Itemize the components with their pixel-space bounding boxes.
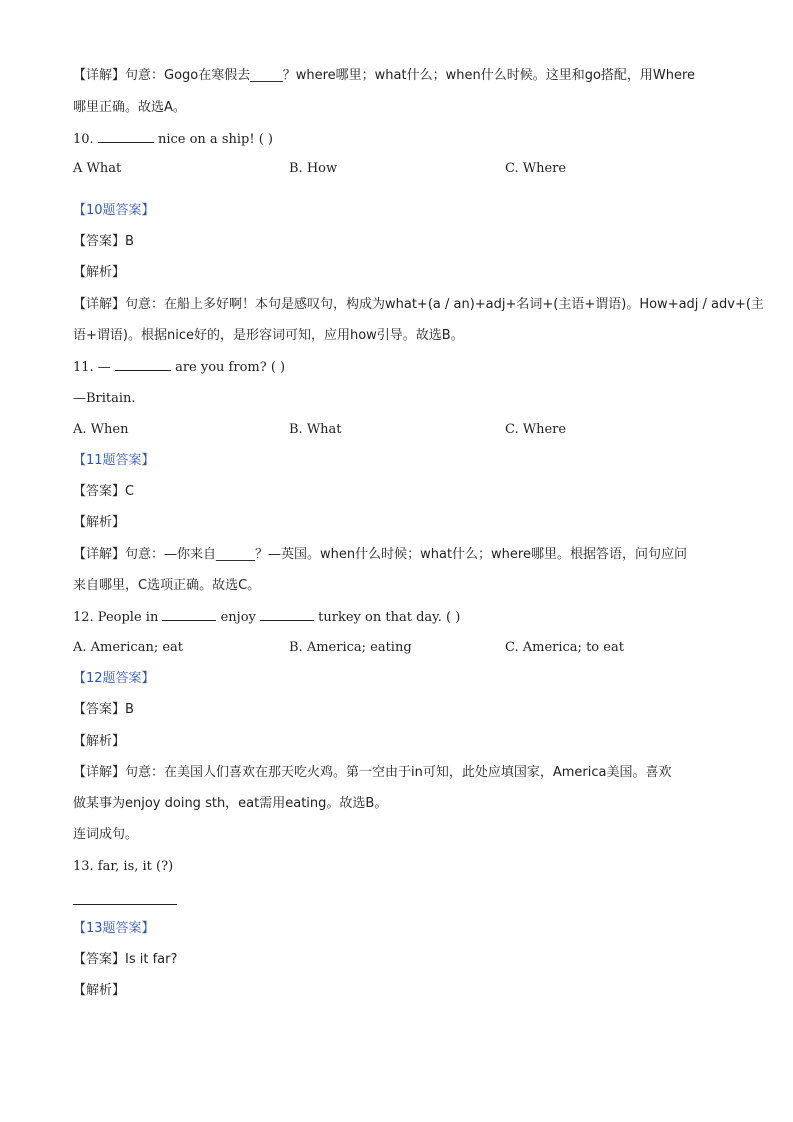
q12-blank-2 — [260, 608, 314, 621]
q11-analysis-label: 【解析】 — [73, 515, 126, 530]
q11-answer-header: 【11题答案】 — [73, 453, 155, 468]
q11-answer: 【答案】C — [73, 484, 135, 499]
q11-blank — [115, 358, 171, 371]
q10-stem-text: nice on a ship! ( ) — [157, 132, 273, 147]
q9-detail-line1: 【详解】句意：Gogo在寒假去_____？where哪里；what什么；when什么时候。这里和go搭配，用Where — [73, 68, 696, 83]
q13-answer: 【答案】Is it far? — [73, 952, 178, 967]
q11-stem — [73, 358, 285, 377]
q11-stem-text: are you from? ( ) — [175, 360, 286, 375]
q12-blank-1 — [162, 608, 216, 621]
q11-option-c: C. Where — [505, 422, 567, 437]
q10-stem — [73, 130, 273, 149]
q12-number: 12. People in — [73, 610, 159, 625]
q11-option-a: A. When — [73, 422, 129, 437]
q11-detail-line1: 【详解】句意：—你来自______？—英国。when什么时候；what什么；where哪里。根据答语，问句应问 — [73, 547, 687, 562]
q10-answer-header: 【10题答案】 — [73, 203, 155, 218]
q10-detail-line2: 语+谓语)。根据nice好的，是形容词可知，应用how引导。故选B。 — [73, 328, 464, 343]
q10-analysis-label: 【解析】 — [73, 265, 126, 280]
q11-number: 11. — — [73, 360, 111, 375]
q12-mid: enjoy — [220, 610, 256, 625]
q10-number: 10. — [73, 132, 94, 147]
q12-answer-header: 【12题答案】 — [73, 671, 155, 686]
q12-option-b: B. America; eating — [289, 640, 412, 655]
q13-answer-header: 【13题答案】 — [73, 921, 155, 936]
q10-answer: 【答案】B — [73, 234, 134, 249]
q12-analysis-label: 【解析】 — [73, 734, 126, 749]
q12-answer: 【答案】B — [73, 702, 134, 717]
q13-answer-line — [73, 903, 177, 905]
q12-detail-line1: 【详解】句意：在美国人们喜欢在那天吃火鸡。第一空由于in可知，此处应填国家，America美国。喜欢 — [73, 765, 672, 780]
q12-stem-text: turkey on that day. ( ) — [318, 610, 461, 625]
q12-stem — [73, 608, 460, 627]
q11-detail-line2: 来自哪里，C选项正确。故选C。 — [73, 578, 261, 593]
q10-option-b: B. How — [289, 161, 338, 176]
q12-option-c: C. America; to eat — [505, 640, 624, 655]
q11-reply: —Britain. — [73, 391, 136, 406]
q12-option-a: A. American; eat — [73, 640, 184, 655]
q13-stem: 13. far, is, it (?) — [73, 859, 174, 874]
q11-option-b: B. What — [289, 422, 342, 437]
q10-option-c: C. Where — [505, 161, 567, 176]
q10-blank — [98, 130, 154, 143]
section-title: 连词成句。 — [73, 827, 139, 842]
q10-detail-line1: 【详解】句意：在船上多好啊！本句是感叹句，构成为what+(a / an)+adj+名词+(主语+谓语)。How+adj / adv+(主 — [73, 297, 764, 312]
q9-detail-line2: 哪里正确。故选A。 — [73, 100, 186, 115]
q10-option-a: A What — [73, 161, 122, 176]
q12-detail-line2: 做某事为enjoy doing sth，eat需用eating。故选B。 — [73, 796, 388, 811]
q13-analysis-label: 【解析】 — [73, 983, 126, 998]
